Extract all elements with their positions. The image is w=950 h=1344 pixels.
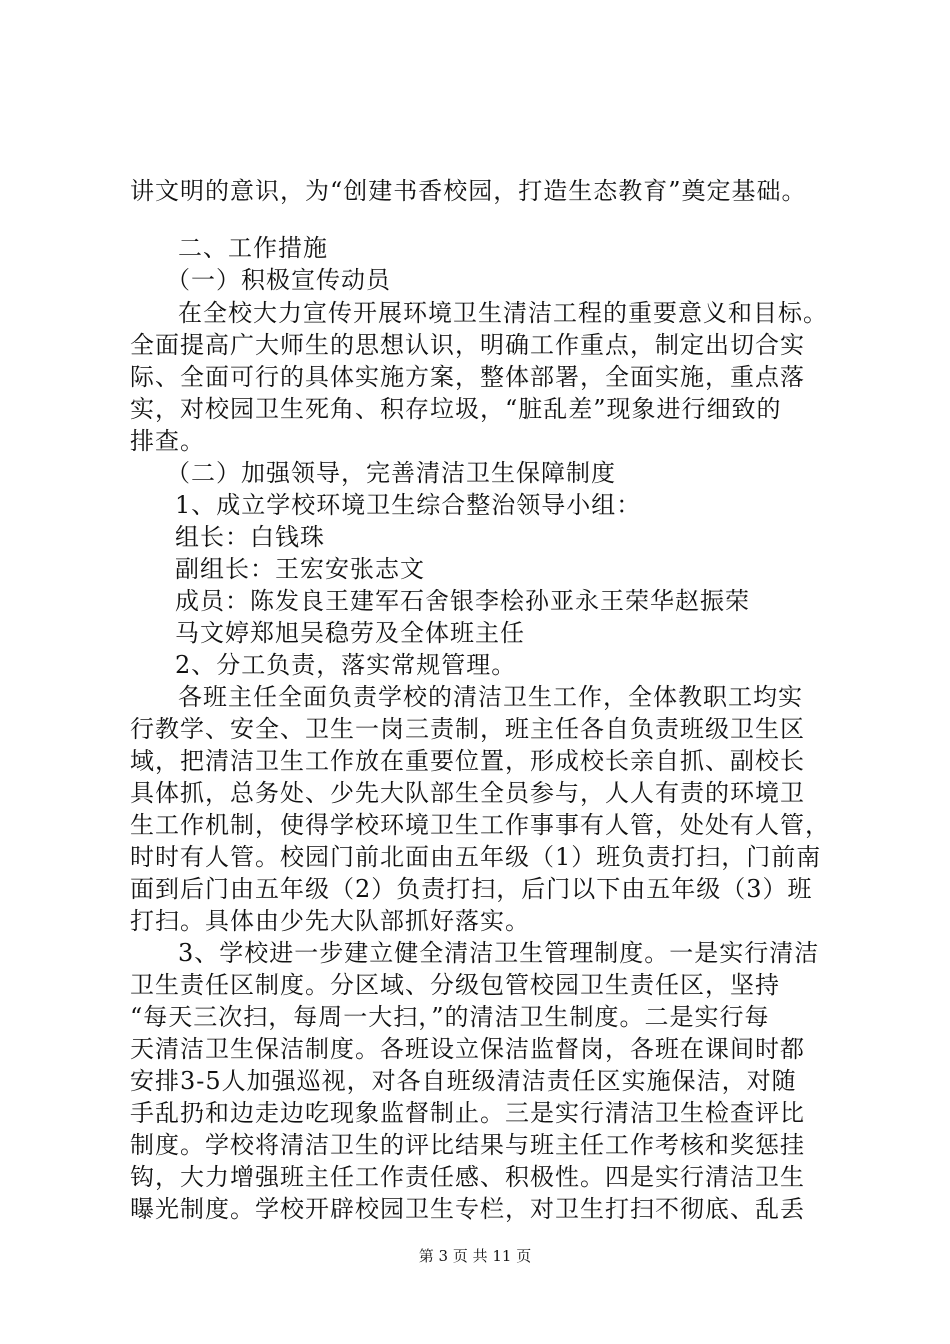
text-line: 排查。: [130, 427, 205, 455]
text-line: 成员：陈发良王建军石舍银李桧孙亚永王荣华赵振荣: [175, 587, 750, 615]
page-number-footer: 第 3 页 共 11 页: [418, 1247, 532, 1265]
text-line: 手乱扔和边走边吃现象监督制止。三是实行清洁卫生检查评比: [130, 1099, 805, 1127]
text-line: 时时有人管。校园门前北面由五年级（1）班负责打扫，门前南: [130, 843, 822, 871]
text-line: 具体抓，总务处、少先大队部生全员参与，人人有责的环境卫: [130, 779, 805, 807]
text-line: 生工作机制，使得学校环境卫生工作事事有人管，处处有人管，: [130, 811, 830, 839]
text-line: 实，对校园卫生死角、积存垃圾，“脏乱差”现象进行细致的: [130, 395, 782, 423]
section-heading: 二、工作措施: [178, 234, 328, 262]
text-line: 安排3-5人加强巡视，对各自班级清洁责任区实施保洁，对随: [130, 1067, 797, 1095]
text-line: 曝光制度。学校开辟校园卫生专栏，对卫生打扫不彻底、乱丢: [130, 1195, 805, 1223]
text-line: 1、成立学校环境卫生综合整治领导小组：: [175, 491, 642, 519]
text-line: 各班主任全面负责学校的清洁卫生工作，全体教职工均实: [178, 683, 803, 711]
text-line: 钩，大力增强班主任工作责任感、积极性。四是实行清洁卫生: [130, 1163, 805, 1191]
text-line: 行教学、安全、卫生一岗三责制，班主任各自负责班级卫生区: [130, 715, 805, 743]
subsection-heading: （一）积极宣传动员: [166, 266, 391, 294]
text-line: 3、学校进一步建立健全清洁卫生管理制度。一是实行清洁: [178, 939, 820, 967]
text-line: 域，把清洁卫生工作放在重要位置，形成校长亲自抓、副校长: [130, 747, 805, 775]
text-line: 2、分工负责，落实常规管理。: [175, 651, 517, 679]
text-line: 制度。学校将清洁卫生的评比结果与班主任工作考核和奖惩挂: [130, 1131, 805, 1159]
text-line: “每天三次扫，每周一大扫，”的清洁卫生制度。二是实行每: [130, 1003, 770, 1031]
text-line: 副组长：王宏安张志文: [175, 555, 425, 583]
subsection-heading: （二）加强领导，完善清洁卫生保障制度: [166, 459, 616, 487]
text-line: 际、全面可行的具体实施方案，整体部署，全面实施，重点落: [130, 363, 805, 391]
text-line: 卫生责任区制度。分区域、分级包管校园卫生责任区，坚持: [130, 971, 780, 999]
text-line: 在全校大力宣传开展环境卫生清洁工程的重要意义和目标。: [178, 299, 828, 327]
text-line: 打扫。具体由少先大队部抓好落实。: [130, 907, 530, 935]
text-line: 全面提高广大师生的思想认识，明确工作重点，制定出切合实: [130, 331, 805, 359]
text-line: 面到后门由五年级（2）负责打扫，后门以下由五年级（3）班: [130, 875, 813, 903]
text-line: 组长：白钱珠: [175, 523, 325, 551]
text-line: 天清洁卫生保洁制度。各班设立保洁监督岗，各班在课间时都: [130, 1035, 805, 1063]
text-line: 讲文明的意识，为“创建书香校园，打造生态教育”奠定基础。: [130, 177, 807, 205]
text-line: 马文婷郑旭吴稳劳及全体班主任: [175, 619, 525, 647]
